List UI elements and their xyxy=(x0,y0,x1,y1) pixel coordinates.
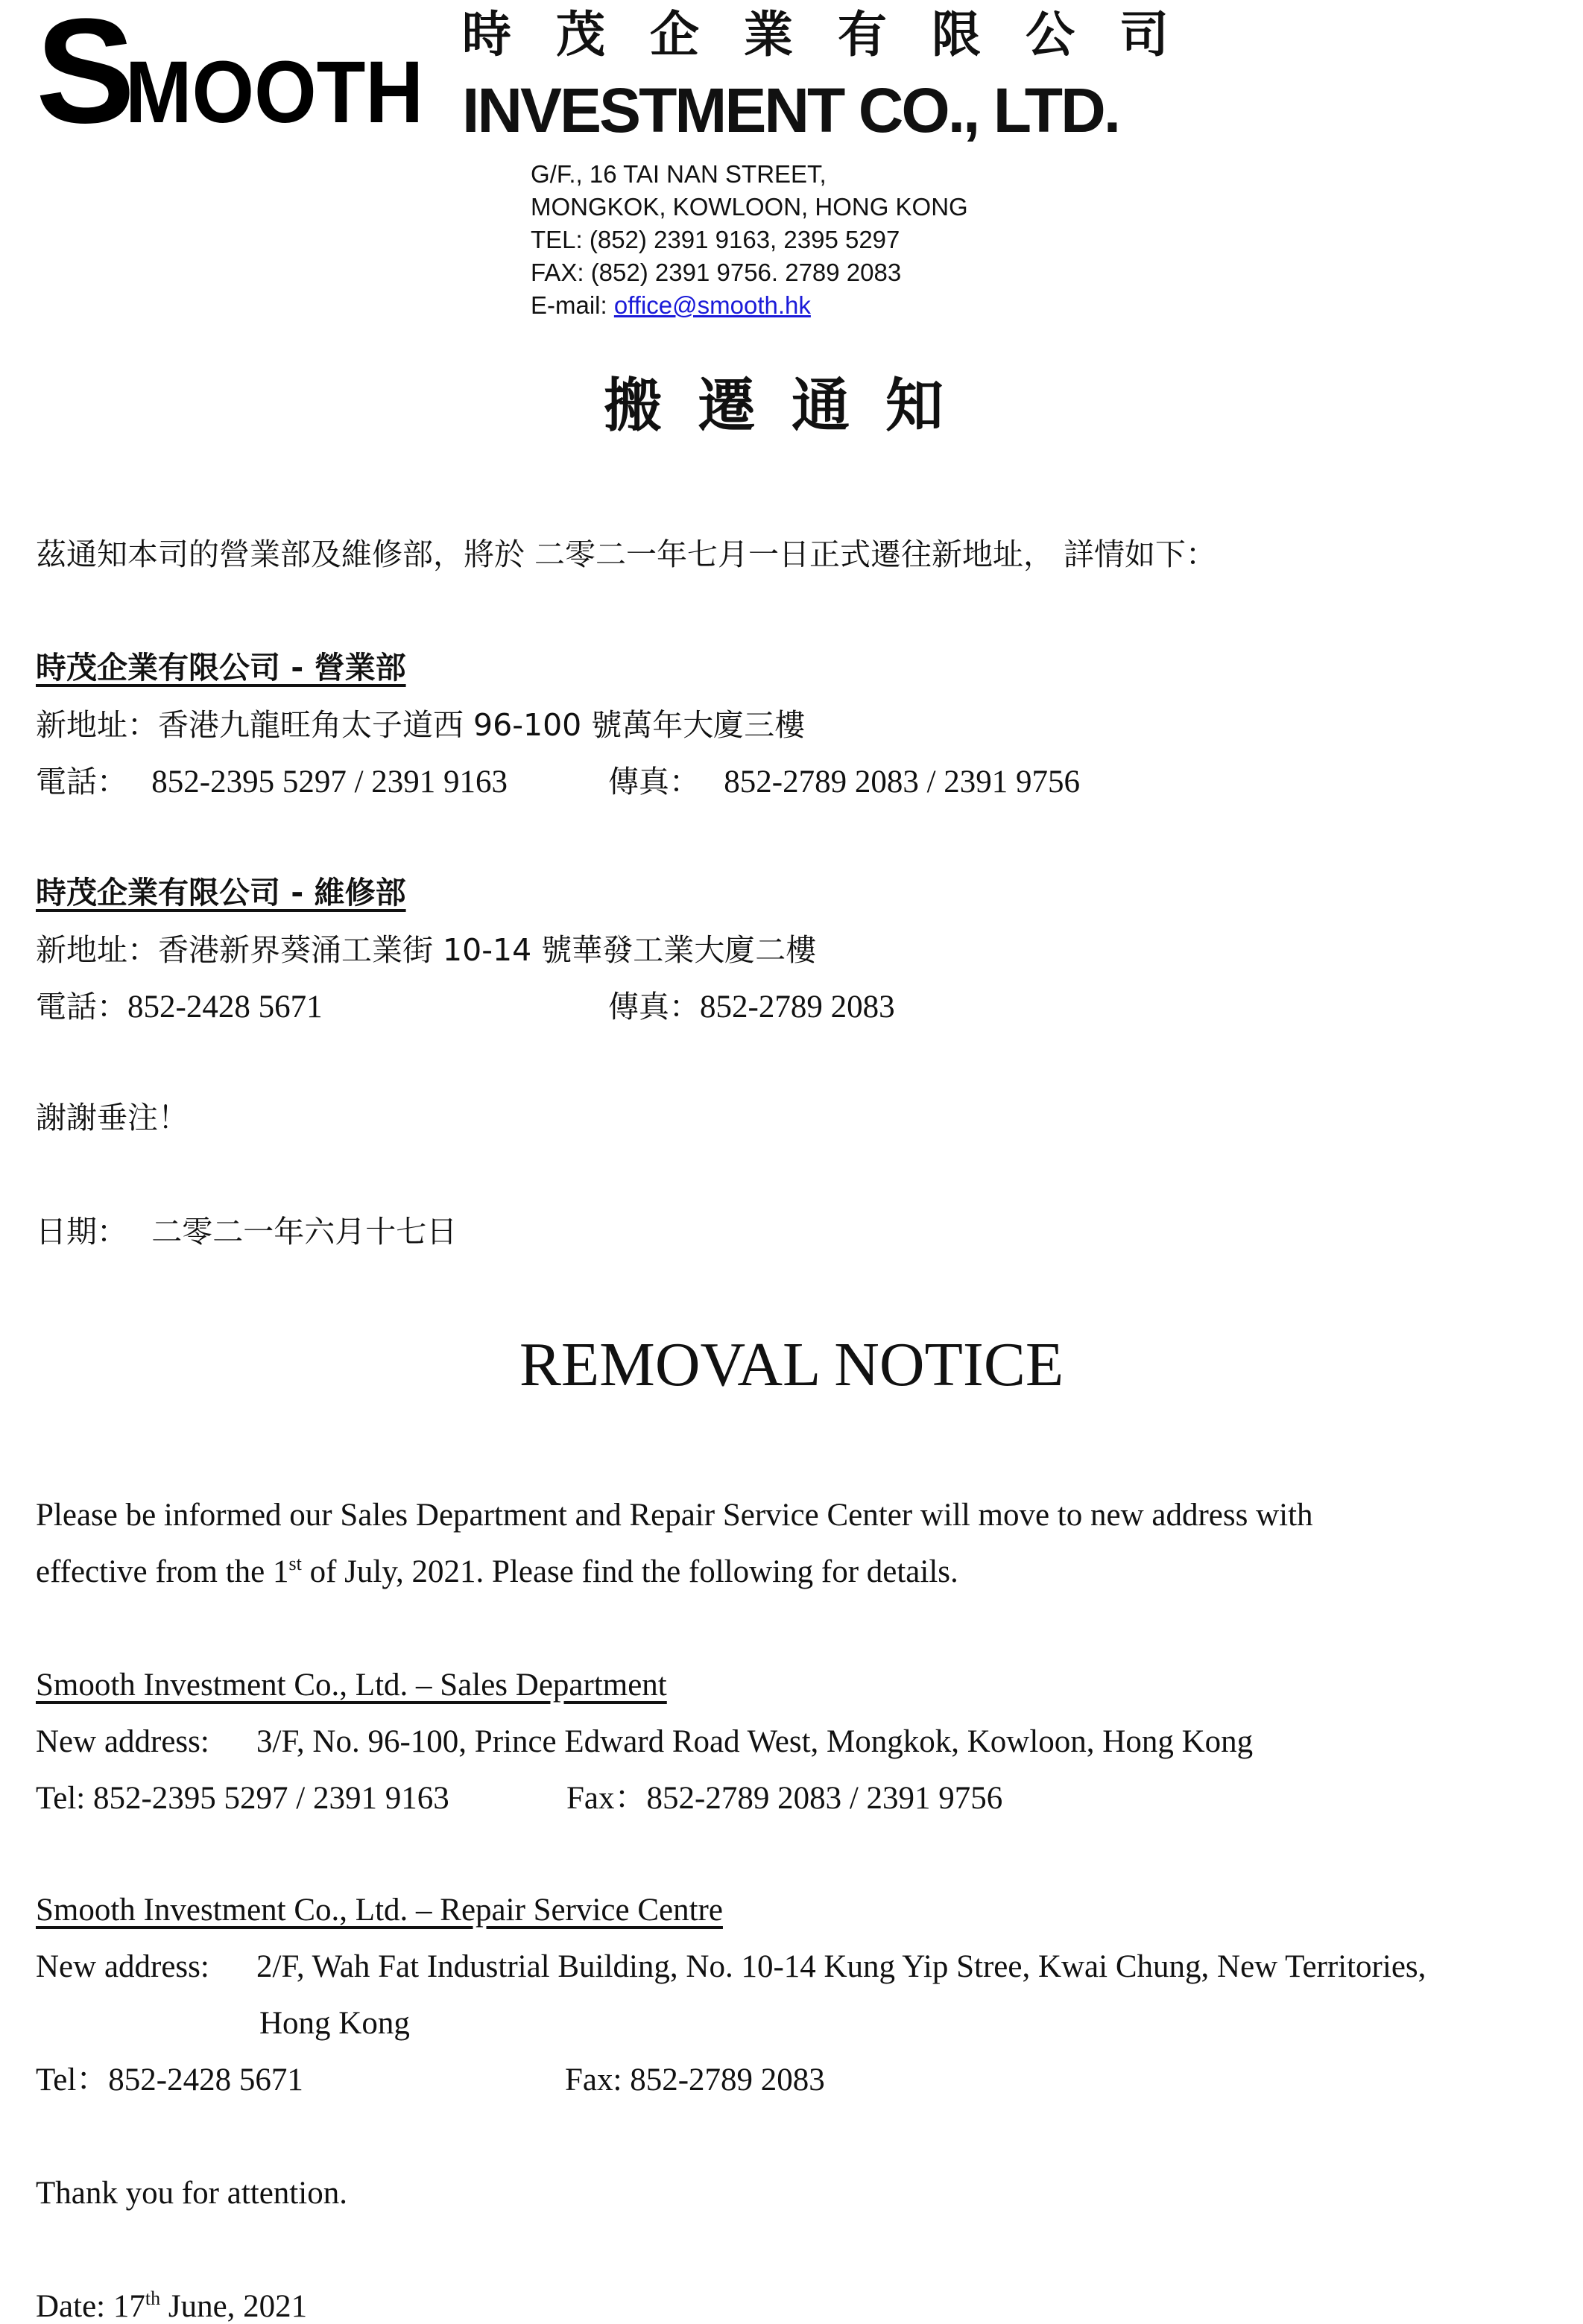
english-thanks: Thank you for attention. xyxy=(36,2176,347,2211)
chinese-repair-address-label: 新地址： xyxy=(36,932,158,968)
address-line-2: MONGKOK, KOWLOON, HONG KONG xyxy=(531,193,968,221)
english-repair-fax: Fax: 852-2789 2083 xyxy=(565,2062,825,2097)
email-link[interactable]: office@smooth.hk xyxy=(613,291,811,319)
chinese-repair-tel-value: 852-2428 5671 xyxy=(127,990,323,1025)
english-date xyxy=(36,2287,308,2324)
chinese-repair-tel-label: 電話： xyxy=(36,989,127,1025)
email-line xyxy=(531,289,968,322)
english-repair-heading: Smooth Investment Co., Ltd. – Repair Service Centre xyxy=(36,1893,723,1928)
chinese-repair-tel xyxy=(36,991,323,1023)
chinese-date xyxy=(36,1216,457,1248)
smooth-logo-graphic xyxy=(36,10,431,137)
chinese-sales-tel-label: 電話： xyxy=(36,764,127,800)
tel-line: TEL: (852) 2391 9163, 2395 5297 xyxy=(531,226,900,253)
address-line-1: G/F., 16 TAI NAN STREET, xyxy=(531,160,827,188)
english-intro-text-a: effective from the 1 xyxy=(36,1554,289,1589)
english-repair-tel: Tel：852-2428 5671 xyxy=(36,2062,303,2097)
english-repair-address-label: New address: xyxy=(36,1949,209,1984)
chinese-repair-heading: 時茂企業有限公司 - 維修部 xyxy=(36,875,406,911)
logo-letter-s: S xyxy=(36,10,136,137)
chinese-repair-fax-value: 852-2789 2083 xyxy=(700,990,895,1025)
english-sales-heading: Smooth Investment Co., Ltd. – Sales Department xyxy=(36,1668,667,1703)
english-repair-address-line-1: 2/F, Wah Fat Industrial Building, No. 10-14 Kung Yip Stree, Kwai Chung, New Territories, xyxy=(256,1949,1426,1984)
chinese-sales-fax xyxy=(608,766,1080,798)
english-date-sup: th xyxy=(145,2287,161,2309)
english-date-text-a: Date: 17 xyxy=(36,2289,145,2324)
english-intro-line-1: Please be informed our Sales Department and Repair Service Center will move to new address with xyxy=(36,1498,1313,1533)
english-sales-tel: Tel: 852-2395 5297 / 2391 9163 xyxy=(36,1781,449,1816)
logo-letters-mooth: MOOTH xyxy=(125,43,423,137)
company-address-block xyxy=(531,158,968,322)
english-title: REMOVAL NOTICE xyxy=(519,1330,1064,1399)
chinese-sales-address-label: 新地址： xyxy=(36,707,158,743)
english-intro-line-2 xyxy=(36,1553,958,1589)
chinese-repair-fax xyxy=(608,991,895,1023)
english-intro-text-b: of July, 2021. Please find the following for details. xyxy=(301,1554,958,1589)
company-chinese-name: 時茂企業有限公司 xyxy=(462,6,1213,63)
chinese-sales-fax-value: 852-2789 2083 / 2391 9756 xyxy=(724,764,1081,800)
chinese-intro: 茲通知本司的營業部及維修部，將於 二零二一年七月一日正式遷往新地址， 詳情如下： xyxy=(36,536,1217,572)
company-english-name: INVESTMENT CO., LTD. xyxy=(462,75,1119,145)
chinese-sales-heading: 時茂企業有限公司 - 營業部 xyxy=(36,650,406,686)
chinese-repair-address-value: 香港新界葵涌工業街 10-14 號華發工業大廈二樓 xyxy=(158,932,817,968)
chinese-sales-address xyxy=(36,709,805,741)
english-intro-sup: st xyxy=(288,1553,302,1574)
english-sales-address-label: New address: xyxy=(36,1724,209,1759)
english-repair-address-line-2: Hong Kong xyxy=(259,2006,410,2041)
fax-line: FAX: (852) 2391 9756. 2789 2083 xyxy=(531,259,902,286)
english-date-text-b: June, 2021 xyxy=(160,2289,308,2324)
english-sales-fax: Fax：852-2789 2083 / 2391 9756 xyxy=(566,1781,1003,1816)
chinese-date-label: 日期： xyxy=(36,1214,127,1250)
chinese-sales-tel xyxy=(36,766,508,798)
chinese-repair-address xyxy=(36,934,816,966)
chinese-repair-fax-label: 傳真： xyxy=(608,989,700,1025)
chinese-title: 搬遷通知 xyxy=(603,373,979,440)
chinese-thanks: 謝謝垂注！ xyxy=(36,1100,189,1136)
chinese-sales-address-value: 香港九龍旺角太子道西 96-100 號萬年大廈三樓 xyxy=(158,707,806,743)
email-label: E-mail: xyxy=(531,291,614,319)
chinese-sales-fax-label: 傳真： xyxy=(608,764,700,800)
english-sales-address-value: 3/F, No. 96-100, Prince Edward Road West, Mongkok, Kowloon, Hong Kong xyxy=(256,1724,1254,1759)
company-logo xyxy=(36,10,431,137)
chinese-sales-tel-value: 852-2395 5297 / 2391 9163 xyxy=(151,764,508,800)
chinese-date-value: 二零二一年六月十七日 xyxy=(151,1214,458,1250)
